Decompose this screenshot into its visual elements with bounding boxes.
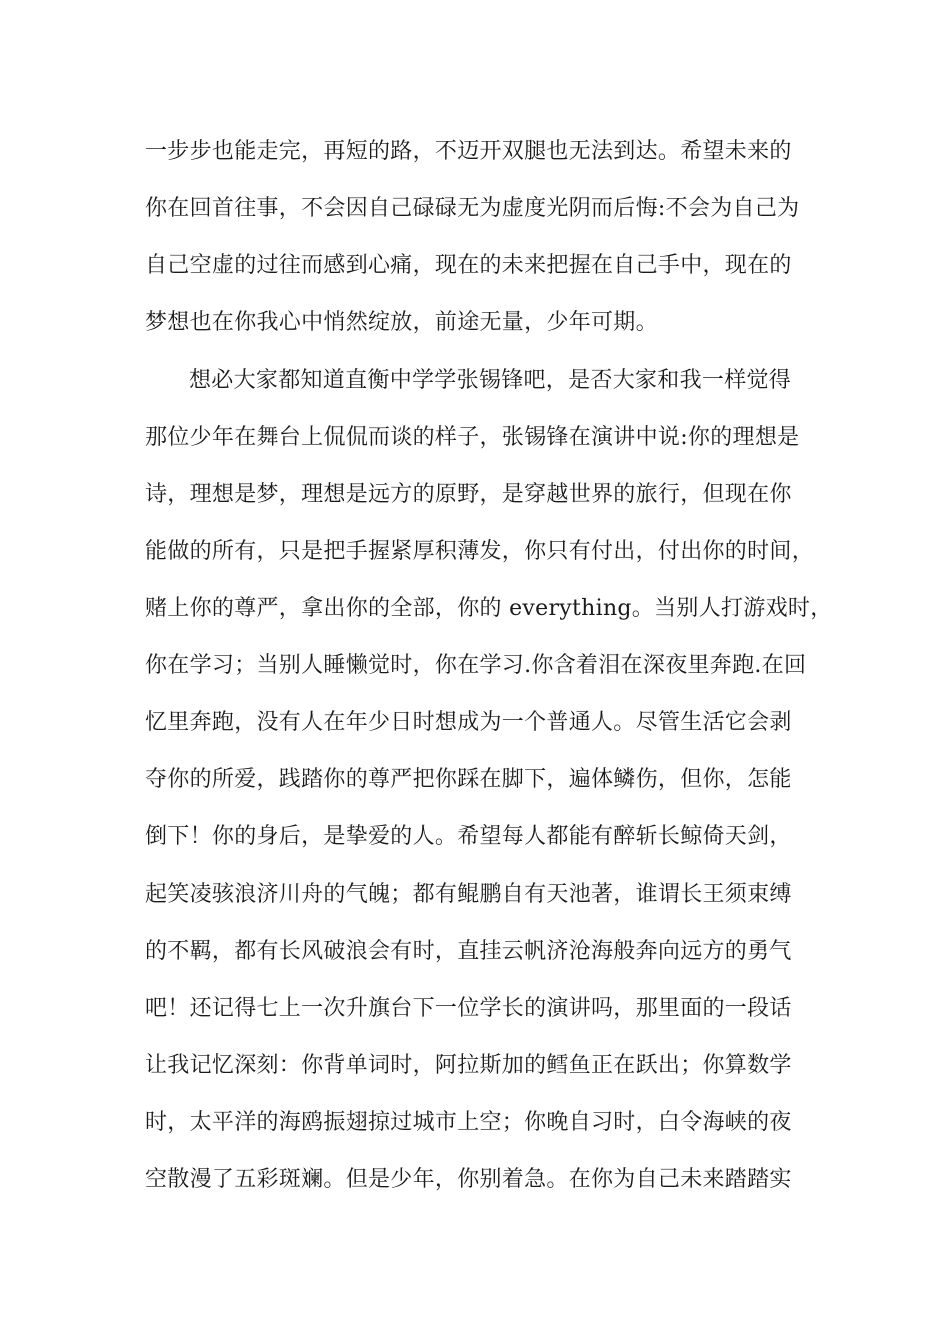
paragraph-2-line-6: 你在学习；当别人睡懒觉时，你在学习.你含着泪在深夜里奔跑.在回 bbox=[145, 653, 807, 678]
paragraph-2-line-10: 起笑凌骇浪济川舟的气魄；都有鲲鹏自有天池著，谁谓长王须束缚 bbox=[145, 882, 792, 907]
paragraph-2-line-13: 让我记忆深刻：你背单词时，阿拉斯加的鳕鱼正在跃出；你算数学 bbox=[145, 1053, 792, 1078]
paragraph-2-line-8: 夺你的所爱，践踏你的尊严把你踩在脚下，遍体鳞伤，但你，怎能 bbox=[145, 767, 792, 792]
paragraph-2-line-1: 想必大家都知道直衡中学学张锡锋吧，是否大家和我一样觉得 bbox=[189, 368, 792, 393]
paragraph-2-line-9: 倒下！你的身后，是挚爱的人。希望每人都能有醉斩长鲸倚天剑， bbox=[145, 824, 792, 849]
paragraph-1-line-2: 你在回首往事，不会因自己碌碌无为虚度光阴而后悔:不会为自己为 bbox=[145, 196, 800, 221]
paragraph-2-line-14: 时，太平洋的海鸥振翅掠过城市上空；你晚自习时，白令海峡的夜 bbox=[145, 1110, 792, 1135]
paragraph-1-line-4: 梦想也在你我心中悄然绽放，前途无量，少年可期。 bbox=[145, 310, 658, 335]
paragraph-2-line-7: 忆里奔跑，没有人在年少日时想成为一个普通人。尽管生活它会剥 bbox=[145, 710, 792, 735]
paragraph-2-line-12: 吧！还记得七上一次升旗台下一位学长的演讲吗，那里面的一段话 bbox=[145, 996, 792, 1021]
paragraph-2-line-11: 的不羁，都有长风破浪会有时，直挂云帆济沧海般奔向远方的勇气 bbox=[145, 939, 792, 964]
paragraph-2-line-5: 赌上你的尊严，拿出你的全部，你的 everything。当别人打游戏时， bbox=[145, 596, 833, 621]
paragraph-1-line-1: 一步步也能走完，再短的路，不迈开双腿也无法到达。希望未来的 bbox=[145, 139, 792, 164]
paragraph-2-line-2: 那位少年在舞台上侃侃而谈的样子，张锡锋在演讲中说:你的理想是 bbox=[145, 425, 800, 450]
paragraph-1-line-3: 自己空虚的过往而感到心痛，现在的未来把握在自己手中，现在的 bbox=[145, 253, 792, 278]
paragraph-2-line-15: 空散漫了五彩斑斓。但是少年，你别着急。在你为自己未来踏踏实 bbox=[145, 1167, 792, 1192]
paragraph-2-line-3: 诗，理想是梦，理想是远方的原野，是穿越世界的旅行，但现在你 bbox=[145, 482, 792, 507]
paragraph-2-line-4: 能做的所有，只是把手握紧厚积薄发，你只有付出，付出你的时间， bbox=[145, 539, 815, 564]
